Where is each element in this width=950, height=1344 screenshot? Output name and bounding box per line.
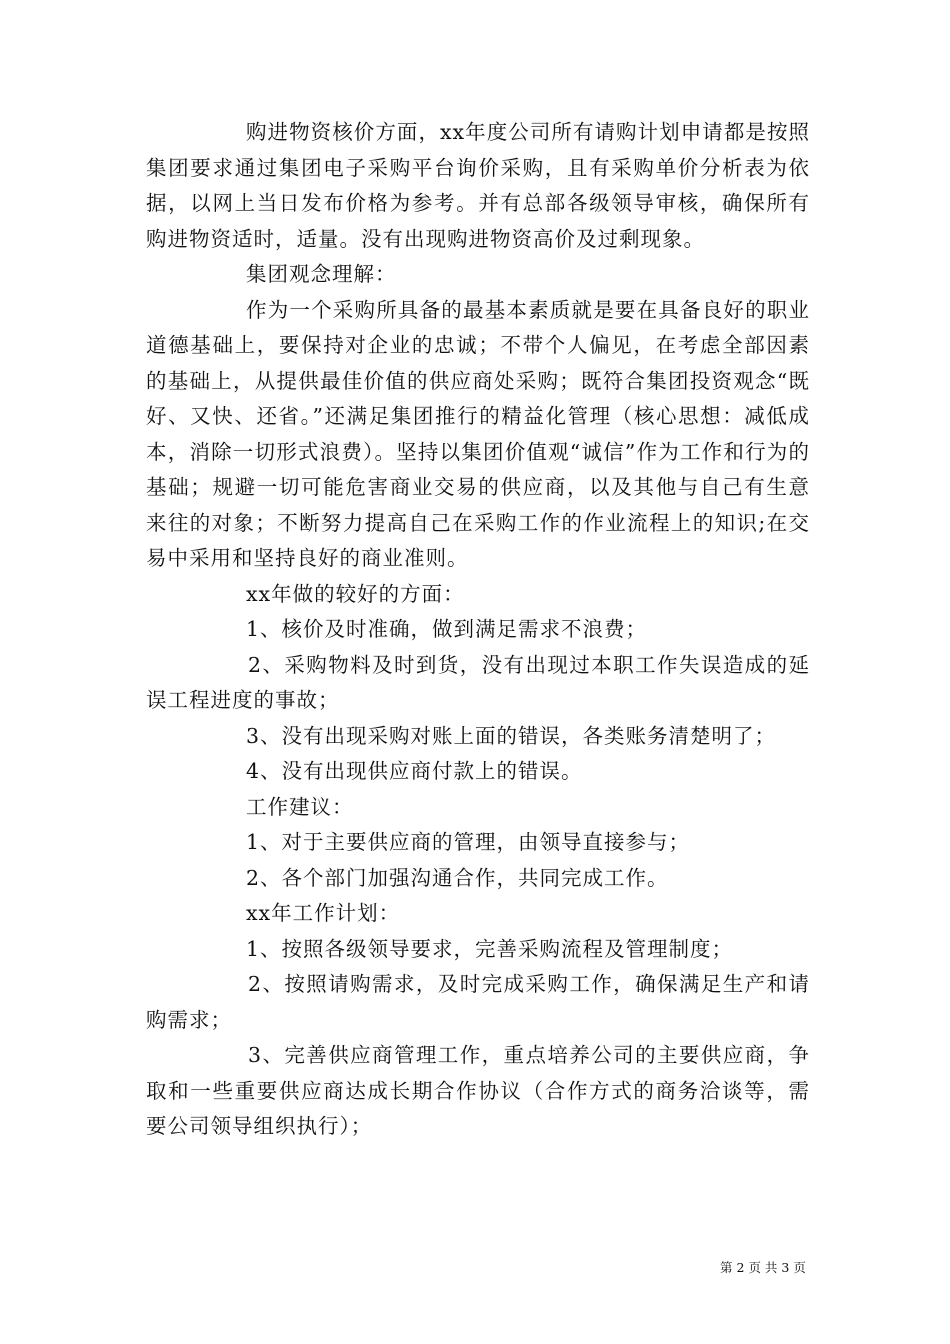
footer-page-total: 3 bbox=[781, 1260, 790, 1275]
list-item-achievement-3: 3、没有出现采购对账上面的错误，各类账务清楚明了； bbox=[246, 723, 777, 748]
list-item-plan-1: 1、按照各级领导要求，完善采购流程及管理制度； bbox=[246, 936, 734, 961]
paragraph-price-review: 购进物资核价方面，xx年度公司所有请购计划申请都是按照集团要求通过集团电子采购平台询价采购，且有采购单价分析表为依据，以网上当日发布价格为参考。并有总部各级领导审核，确保所有购进物资适时，适量。没有出现购进物资高价及过剩现象。 bbox=[146, 120, 810, 251]
list-item-suggestion-1: 1、对于主要供应商的管理，由领导直接参与； bbox=[246, 830, 691, 854]
paragraph-group-concept: 作为一个采购所具备的最基本素质就是要在具备良好的职业道德基础上，要保持对企业的忠诚；不带个人偏见，在考虑全部因素的基础上，从提供最佳价值的供应商处采购；既符合集团投资观念“既好、又快、还省。”还满足集团推行的精益化管理（核心思想：减低成本，消除一切形式浪费）。坚持以集团价值观“诚信”作为工作和行为的基础；规避一切可能危害商业交易的供应商，以及其他与自己有生意来往的对象；不断努力提高自己在采购工作的作业流程上的知识;在交易中采用和坚持良好的商业准则。 bbox=[146, 297, 810, 570]
heading-achievements: xx年做的较好的方面： bbox=[246, 581, 465, 606]
list-item-achievement-4: 4、没有出现供应商付款上的错误。 bbox=[246, 759, 583, 783]
list-item-suggestion-2: 2、各个部门加强沟通合作，共同完成工作。 bbox=[246, 865, 669, 890]
heading-group-concept: 集团观念理解： bbox=[246, 262, 397, 286]
heading-work-plan: xx年工作计划： bbox=[246, 901, 401, 925]
footer-page-label: 第 bbox=[720, 1260, 733, 1275]
document-body bbox=[146, 115, 810, 1145]
page-footer bbox=[720, 1260, 806, 1276]
list-item-plan-2: 2、按照请购需求，及时完成采购工作，确保满足生产和请购需求； bbox=[146, 972, 810, 1032]
heading-suggestions: 工作建议： bbox=[246, 794, 354, 819]
list-item-achievement-2: 2、采购物料及时到货，没有出现过本职工作失误造成的延误工程进度的事故； bbox=[146, 652, 810, 712]
footer-page-current: 2 bbox=[736, 1260, 745, 1275]
list-item-achievement-1: 1、核价及时准确，做到满足需求不浪费； bbox=[246, 617, 648, 641]
footer-page-mid: 页 共 bbox=[748, 1260, 778, 1275]
footer-page-suffix: 页 bbox=[793, 1260, 806, 1275]
list-item-plan-3: 3、完善供应商管理工作，重点培养公司的主要供应商，争取和一些重要供应商达成长期合作协议（合作方式的商务洽谈等，需要公司领导组织执行）； bbox=[146, 1043, 810, 1138]
